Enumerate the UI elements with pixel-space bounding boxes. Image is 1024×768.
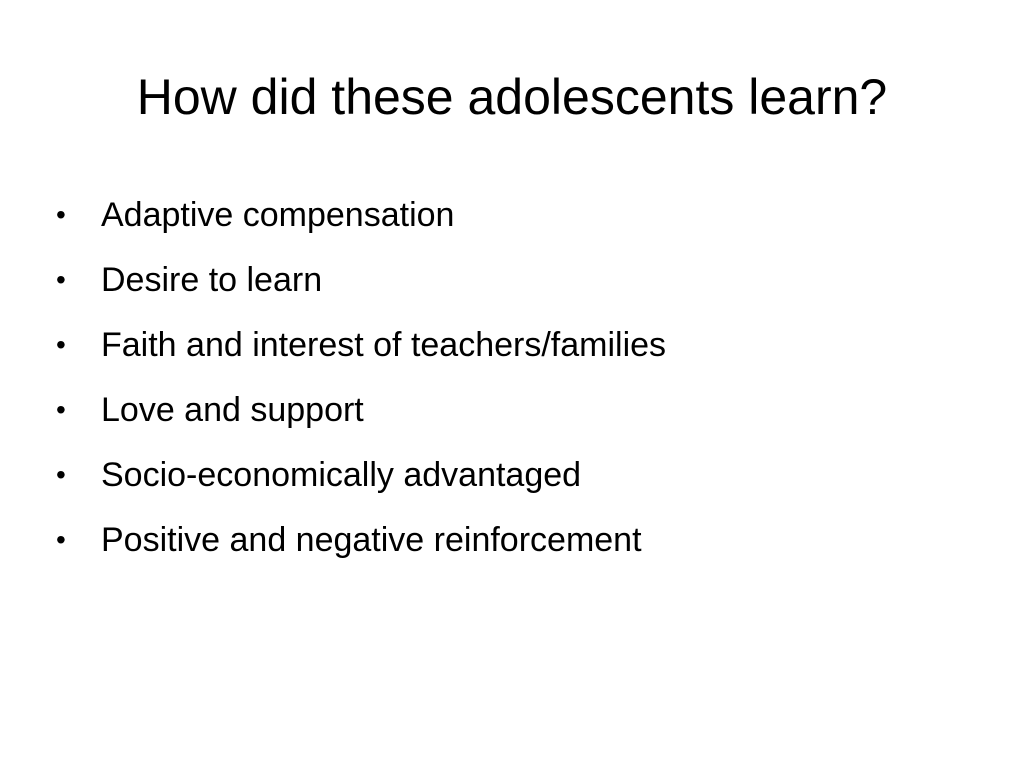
bullet-text: Love and support [101, 391, 364, 429]
bullet-icon: • [56, 394, 66, 425]
bullet-icon: • [56, 459, 66, 490]
bullet-text: Socio-economically advantaged [101, 456, 582, 494]
bullet-icon: • [56, 524, 66, 555]
list-item [56, 249, 996, 314]
bullet-icon: • [56, 264, 66, 295]
list-item [56, 444, 996, 509]
bullet-text: Desire to learn [101, 261, 323, 299]
list-item [56, 379, 996, 444]
list-item [56, 509, 996, 574]
bullet-text: Positive and negative reinforcement [101, 521, 642, 559]
slide-title: How did these adolescents learn? [136, 69, 888, 125]
bullet-icon: • [56, 199, 66, 230]
bullet-list [56, 184, 996, 574]
bullet-text: Adaptive compensation [101, 196, 455, 234]
bullet-icon: • [56, 329, 66, 360]
bullet-text: Faith and interest of teachers/families [101, 326, 667, 364]
list-item [56, 184, 996, 249]
list-item [56, 314, 996, 379]
